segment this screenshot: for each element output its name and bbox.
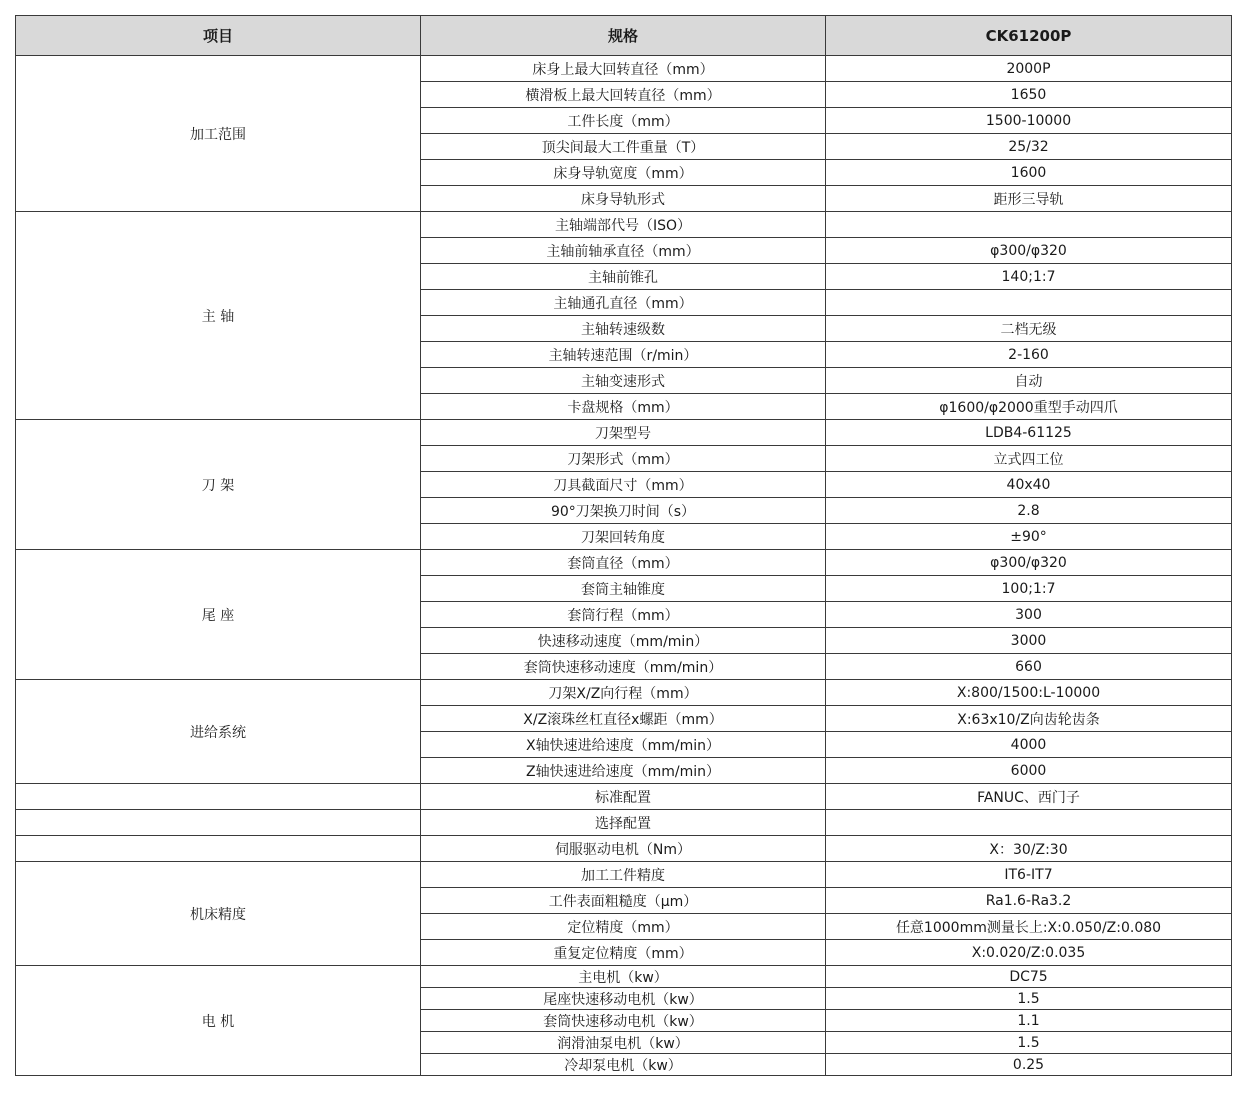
value-cell: X:800/1500:L-10000 — [826, 680, 1232, 706]
value-cell: 3000 — [826, 628, 1232, 654]
value-cell — [826, 810, 1232, 836]
table-row — [16, 212, 1232, 238]
value-cell: 1.5 — [826, 988, 1232, 1010]
value-cell: 25/32 — [826, 134, 1232, 160]
value-cell: X:63x10/Z向齿轮齿条 — [826, 706, 1232, 732]
spec-cell: 主轴变速形式 — [421, 368, 826, 394]
spec-cell: 卡盘规格（mm） — [421, 394, 826, 420]
value-cell: φ300/φ320 — [826, 238, 1232, 264]
value-cell: 距形三导轨 — [826, 186, 1232, 212]
spec-cell: 主轴转速范围（r/min） — [421, 342, 826, 368]
spec-cell: 套筒行程（mm） — [421, 602, 826, 628]
value-cell: 140;1:7 — [826, 264, 1232, 290]
value-cell: 2000P — [826, 56, 1232, 82]
table-row — [16, 784, 1232, 810]
value-cell: φ300/φ320 — [826, 550, 1232, 576]
value-cell: 0.25 — [826, 1054, 1232, 1076]
value-cell: X：30/Z:30 — [826, 836, 1232, 862]
table-row — [16, 550, 1232, 576]
spec-cell: 主电机（kw） — [421, 966, 826, 988]
spec-cell: 主轴前锥孔 — [421, 264, 826, 290]
value-cell: 1650 — [826, 82, 1232, 108]
spec-table — [15, 15, 1232, 1076]
value-cell: φ1600/φ2000重型手动四爪 — [826, 394, 1232, 420]
spec-cell: 套筒直径（mm） — [421, 550, 826, 576]
category-cell — [16, 836, 421, 862]
spec-cell: 床身上最大回转直径（mm） — [421, 56, 826, 82]
spec-cell: 横滑板上最大回转直径（mm） — [421, 82, 826, 108]
spec-cell: 刀具截面尺寸（mm） — [421, 472, 826, 498]
value-cell: 2.8 — [826, 498, 1232, 524]
table-row — [16, 420, 1232, 446]
spec-cell: 床身导轨宽度（mm） — [421, 160, 826, 186]
table-row — [16, 680, 1232, 706]
spec-cell: 刀架型号 — [421, 420, 826, 446]
category-cell: 刀 架 — [16, 420, 421, 550]
table-row — [16, 966, 1232, 988]
spec-cell: 主轴端部代号（ISO） — [421, 212, 826, 238]
spec-cell: 润滑油泵电机（kw） — [421, 1032, 826, 1054]
value-cell: 自动 — [826, 368, 1232, 394]
table-row — [16, 56, 1232, 82]
table-row — [16, 810, 1232, 836]
category-cell: 进给系统 — [16, 680, 421, 784]
spec-cell: 顶尖间最大工件重量（T） — [421, 134, 826, 160]
value-cell: 2-160 — [826, 342, 1232, 368]
spec-cell: Z轴快速进给速度（mm/min） — [421, 758, 826, 784]
value-cell: 4000 — [826, 732, 1232, 758]
spec-cell: X/Z滚珠丝杠直径x螺距（mm） — [421, 706, 826, 732]
spec-cell: 90°刀架换刀时间（s） — [421, 498, 826, 524]
spec-cell: 工件表面粗糙度（μm） — [421, 888, 826, 914]
table-body — [16, 56, 1232, 1076]
value-cell: IT6-IT7 — [826, 862, 1232, 888]
value-cell: 660 — [826, 654, 1232, 680]
spec-cell: 快速移动速度（mm/min） — [421, 628, 826, 654]
category-cell: 机床精度 — [16, 862, 421, 966]
spec-cell: 冷却泵电机（kw） — [421, 1054, 826, 1076]
value-cell: 1500-10000 — [826, 108, 1232, 134]
value-cell: 二档无级 — [826, 316, 1232, 342]
spec-cell: 定位精度（mm） — [421, 914, 826, 940]
value-cell — [826, 212, 1232, 238]
table-header — [16, 16, 1232, 56]
value-cell: 40x40 — [826, 472, 1232, 498]
spec-cell: 主轴前轴承直径（mm） — [421, 238, 826, 264]
value-cell: LDB4-61125 — [826, 420, 1232, 446]
spec-cell: 重复定位精度（mm） — [421, 940, 826, 966]
header-spec: 规格 — [421, 16, 826, 56]
category-cell — [16, 784, 421, 810]
header-model: CK61200P — [826, 16, 1232, 56]
header-row — [16, 16, 1232, 56]
spec-cell: 伺服驱动电机（Nm） — [421, 836, 826, 862]
spec-cell: 尾座快速移动电机（kw） — [421, 988, 826, 1010]
value-cell: 1.5 — [826, 1032, 1232, 1054]
category-cell — [16, 810, 421, 836]
spec-cell: 刀架X/Z向行程（mm） — [421, 680, 826, 706]
value-cell: 300 — [826, 602, 1232, 628]
spec-cell: 套筒快速移动速度（mm/min） — [421, 654, 826, 680]
value-cell: 6000 — [826, 758, 1232, 784]
spec-cell: 套筒快速移动电机（kw） — [421, 1010, 826, 1032]
value-cell: FANUC、西门子 — [826, 784, 1232, 810]
spec-cell: 标准配置 — [421, 784, 826, 810]
value-cell: 1.1 — [826, 1010, 1232, 1032]
category-cell: 加工范围 — [16, 56, 421, 212]
spec-cell: 套筒主轴锥度 — [421, 576, 826, 602]
table-row — [16, 862, 1232, 888]
value-cell: X:0.020/Z:0.035 — [826, 940, 1232, 966]
spec-cell: 选择配置 — [421, 810, 826, 836]
value-cell: 立式四工位 — [826, 446, 1232, 472]
spec-cell: X轴快速进给速度（mm/min） — [421, 732, 826, 758]
value-cell — [826, 290, 1232, 316]
value-cell: Ra1.6-Ra3.2 — [826, 888, 1232, 914]
category-cell: 主 轴 — [16, 212, 421, 420]
value-cell: 100;1:7 — [826, 576, 1232, 602]
spec-cell: 加工工件精度 — [421, 862, 826, 888]
value-cell: 1600 — [826, 160, 1232, 186]
spec-cell: 主轴转速级数 — [421, 316, 826, 342]
header-item: 项目 — [16, 16, 421, 56]
category-cell: 电 机 — [16, 966, 421, 1076]
spec-cell: 床身导轨形式 — [421, 186, 826, 212]
spec-cell: 主轴通孔直径（mm） — [421, 290, 826, 316]
value-cell: DC75 — [826, 966, 1232, 988]
spec-cell: 刀架回转角度 — [421, 524, 826, 550]
table-row — [16, 836, 1232, 862]
spec-cell: 刀架形式（mm） — [421, 446, 826, 472]
spec-cell: 工件长度（mm） — [421, 108, 826, 134]
value-cell: ±90° — [826, 524, 1232, 550]
value-cell: 任意1000mm测量长上:X:0.050/Z:0.080 — [826, 914, 1232, 940]
category-cell: 尾 座 — [16, 550, 421, 680]
